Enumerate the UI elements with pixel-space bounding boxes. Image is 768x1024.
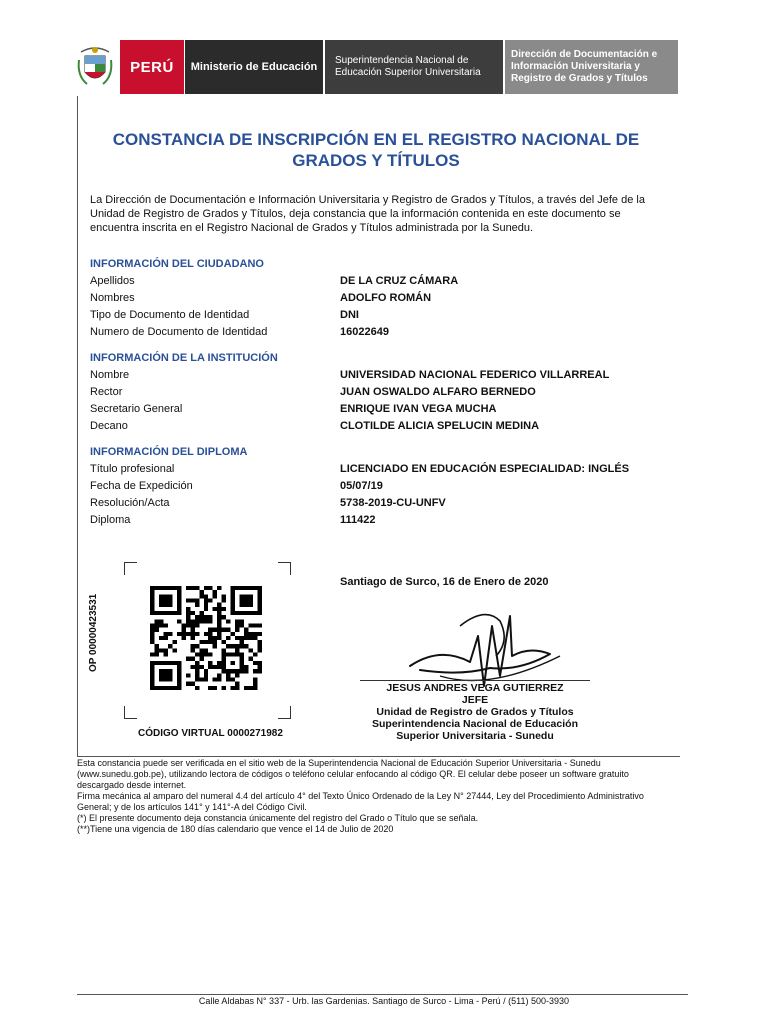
peru-label: PERÚ — [120, 40, 184, 94]
op-code-label: OP 00000423531 — [88, 593, 99, 672]
row-label: Resolución/Acta — [90, 497, 170, 509]
info-row — [90, 309, 680, 323]
note-paragraph: (**)Tiene una vigencia de 180 días calendario que vence el 14 de Julio de 2020 — [77, 824, 394, 834]
section-diploma-heading: INFORMACIÓN DEL DIPLOMA — [90, 446, 248, 458]
row-value: LICENCIADO EN EDUCACIÓN ESPECIALIDAD: INGLÉS — [340, 463, 630, 475]
info-row — [90, 497, 680, 511]
row-value: JUAN OSWALDO ALFARO BERNEDO — [340, 386, 536, 398]
info-row — [90, 275, 680, 289]
qr-frame-corner — [124, 562, 137, 575]
row-value: ADOLFO ROMÁN — [340, 292, 432, 304]
row-label: Apellidos — [90, 275, 135, 287]
row-value: CLOTILDE ALICIA SPELUCIN MEDINA — [340, 420, 540, 432]
sunedu-label: Superintendencia Nacional de Educación Superior Universitaria — [323, 40, 503, 94]
row-label: Rector — [90, 386, 123, 398]
row-value: 111422 — [340, 514, 376, 526]
row-label: Tipo de Documento de Identidad — [90, 309, 250, 321]
place-date: Santiago de Surco, 16 de Enero de 2020 — [340, 576, 549, 588]
legal-notes — [77, 758, 677, 835]
info-row — [90, 326, 680, 340]
footer-address: Calle Aldabas N° 337 - Urb. las Gardenias. Santiago de Surco - Lima - Perú / (511) 500-3930 — [198, 996, 570, 1006]
info-row — [90, 420, 680, 434]
info-row — [90, 369, 680, 383]
signer-org: Superior Universitaria - Sunedu — [396, 730, 554, 742]
row-value: 16022649 — [340, 326, 389, 338]
info-row — [90, 463, 680, 477]
ministry-label: Ministerio de Educación — [184, 40, 323, 94]
row-value: DE LA CRUZ CÁMARA — [340, 275, 459, 287]
signature-line — [360, 680, 590, 681]
row-label: Decano — [90, 420, 128, 432]
note-paragraph: Esta constancia puede ser verificada en el sitio web de la Superintendencia Nacional de Educación Superior Universitaria - Sunedu (www.sunedu.gob.pe), utilizando lectora de códigos o teléfono celular enfocando al código QR. El celular debe poseer un software gratuito descargado desde internet. — [77, 758, 629, 790]
qr-frame-corner — [278, 706, 291, 719]
row-label: Nombres — [90, 292, 135, 304]
info-row — [90, 514, 680, 528]
section-institucion-heading: INFORMACIÓN DE LA INSTITUCIÓN — [90, 352, 278, 364]
info-row — [90, 292, 680, 306]
row-value: DNI — [340, 309, 359, 321]
intro-paragraph: La Dirección de Documentación e Información Universitaria y Registro de Grados y Títulos, a través del Jefe de la Unidad de Registro de Grados y Títulos, deja constancia que la información contenida en este documento se encuentra inscrita en el Registro Nacional de Grados y Títulos administrada por la Sunedu. — [90, 194, 645, 234]
document-title: CONSTANCIA DE INSCRIPCIÓN EN EL REGISTRO NACIONAL DE GRADOS Y TÍTULOS — [112, 130, 640, 170]
qr-code-icon — [150, 586, 262, 690]
qr-frame-corner — [278, 562, 291, 575]
signer-org: Superintendencia Nacional de Educación — [372, 718, 578, 730]
header-banner — [70, 40, 678, 94]
qr-frame-corner — [124, 706, 137, 719]
row-value: 05/07/19 — [340, 480, 383, 492]
signer-block — [360, 682, 590, 742]
info-row — [90, 403, 680, 417]
frame-bottom-line — [77, 756, 680, 757]
row-label: Diploma — [90, 514, 131, 526]
row-value: 5738-2019-CU-UNFV — [340, 497, 446, 509]
row-label: Nombre — [90, 369, 130, 381]
info-row — [90, 480, 680, 494]
signer-role: JEFE — [461, 694, 489, 706]
signer-name: JESUS ANDRES VEGA GUTIERREZ — [386, 682, 564, 694]
signer-unit: Unidad de Registro de Grados y Títulos — [376, 706, 574, 718]
row-value: ENRIQUE IVAN VEGA MUCHA — [340, 403, 497, 415]
note-paragraph: (*) El presente documento deja constancia únicamente del registro del Grado o Título que se señala. — [77, 813, 479, 823]
directorate-label: Dirección de Documentación e Información Universitaria y Registro de Grados y Títulos — [503, 40, 678, 94]
row-label: Fecha de Expedición — [90, 480, 193, 492]
section-ciudadano-heading: INFORMACIÓN DEL CIUDADANO — [90, 258, 264, 270]
info-row — [90, 386, 680, 400]
row-label: Secretario General — [90, 403, 183, 415]
row-label: Título profesional — [90, 463, 175, 475]
row-value: UNIVERSIDAD NACIONAL FEDERICO VILLARREAL — [340, 369, 610, 381]
coat-of-arms-icon — [70, 40, 120, 94]
note-paragraph: Firma mecánica al amparo del numeral 4.4 del artículo 4° del Texto Único Ordenado de la Ley N° 27444, Ley del Procedimiento Administrativo General; y de los artículos 141° y 141°-A del Código Civil. — [77, 791, 644, 812]
virtual-code-label: CÓDIGO VIRTUAL 0000271982 — [138, 728, 283, 739]
row-label: Numero de Documento de Identidad — [90, 326, 268, 338]
frame-left-line — [77, 96, 78, 756]
footer-line — [77, 994, 688, 995]
